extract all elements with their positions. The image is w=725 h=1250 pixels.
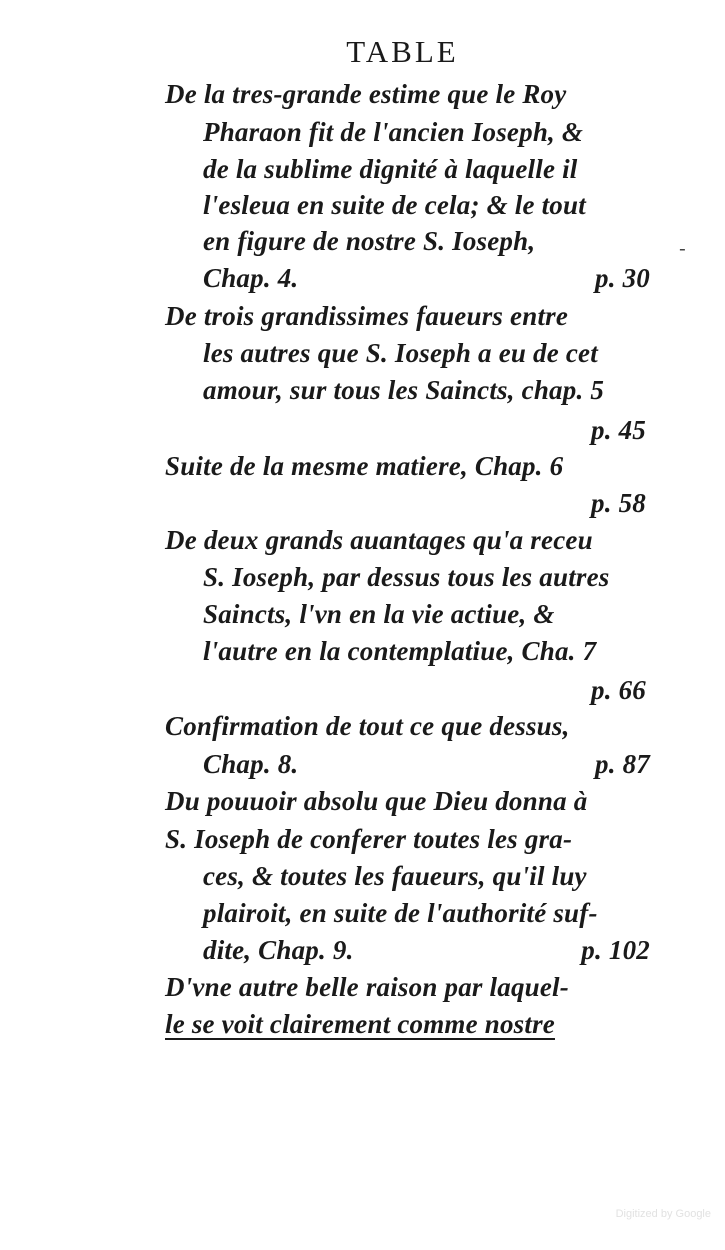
- toc-entry-1-chapter: Chap. 4.: [203, 263, 299, 293]
- toc-entry-6-line-1: Du pouuoir absolu que Dieu donna à: [165, 786, 588, 816]
- toc-entry-3-line-1: Suite de la mesme matiere, Chap. 6: [165, 451, 564, 481]
- toc-entry-2-line-3: amour, sur tous les Saincts, chap. 5: [203, 375, 605, 405]
- toc-entry-1-line-1: De la tres-grande estime que le Roy: [165, 79, 567, 109]
- toc-entry-6-chapter: dite, Chap. 9.: [203, 935, 354, 965]
- page-heading: TABLE: [346, 34, 459, 69]
- toc-entry-5-ref: [203, 748, 650, 780]
- toc-entry-2-page: p. 45: [591, 415, 646, 445]
- toc-entry-4-line-2: S. Ioseph, par dessus tous les autres: [203, 562, 610, 592]
- toc-entry-1-line-2: Pharaon fit de l'ancien Ioseph, &: [203, 117, 584, 147]
- toc-entry-2-line-2: les autres que S. Ioseph a eu de cet: [203, 338, 598, 368]
- toc-entry-1-page: p. 30: [595, 263, 650, 293]
- toc-entry-5-page: p. 87: [595, 749, 650, 779]
- toc-entry-2-line-1: De trois grandissimes faueurs entre: [165, 301, 569, 331]
- toc-entry-1-line-4: l'esleua en suite de cela; & le tout: [203, 190, 586, 220]
- toc-entry-4-line-4: l'autre en la contemplatiue, Cha. 7: [203, 636, 597, 666]
- toc-entry-1-line-5: en figure de nostre S. Ioseph,: [203, 226, 536, 256]
- toc-entry-1-line-3: de la sublime dignité à laquelle il: [203, 154, 578, 184]
- toc-entry-6-page: p. 102: [581, 935, 650, 965]
- toc-entry-1-ref: [203, 262, 650, 294]
- toc-entry-6-line-3: ces, & toutes les faueurs, qu'il luy: [203, 861, 587, 891]
- toc-entry-6-line-2: S. Ioseph de conferer toutes les gra-: [165, 824, 573, 854]
- toc-entry-6-line-4: plairoit, en suite de l'authorité suf-: [203, 898, 598, 928]
- toc-entry-6-ref: [203, 934, 650, 966]
- toc-entry-5-chapter: Chap. 8.: [203, 749, 299, 779]
- toc-entry-3-page: p. 58: [591, 488, 646, 518]
- toc-entry-7-line-2: le se voit clairement comme nostre: [165, 1009, 555, 1039]
- toc-entry-5-line-1: Confirmation de tout ce que dessus,: [165, 711, 570, 741]
- margin-mark: -: [679, 236, 686, 260]
- toc-entry-4-page: p. 66: [591, 675, 646, 705]
- scan-watermark: Digitized by Google: [615, 1208, 711, 1220]
- toc-entry-4-line-1: De deux grands auantages qu'a receu: [165, 525, 593, 555]
- toc-entry-7-line-1: D'vne autre belle raison par laquel-: [165, 972, 569, 1002]
- toc-entry-4-line-3: Saincts, l'vn en la vie actiue, &: [203, 599, 555, 629]
